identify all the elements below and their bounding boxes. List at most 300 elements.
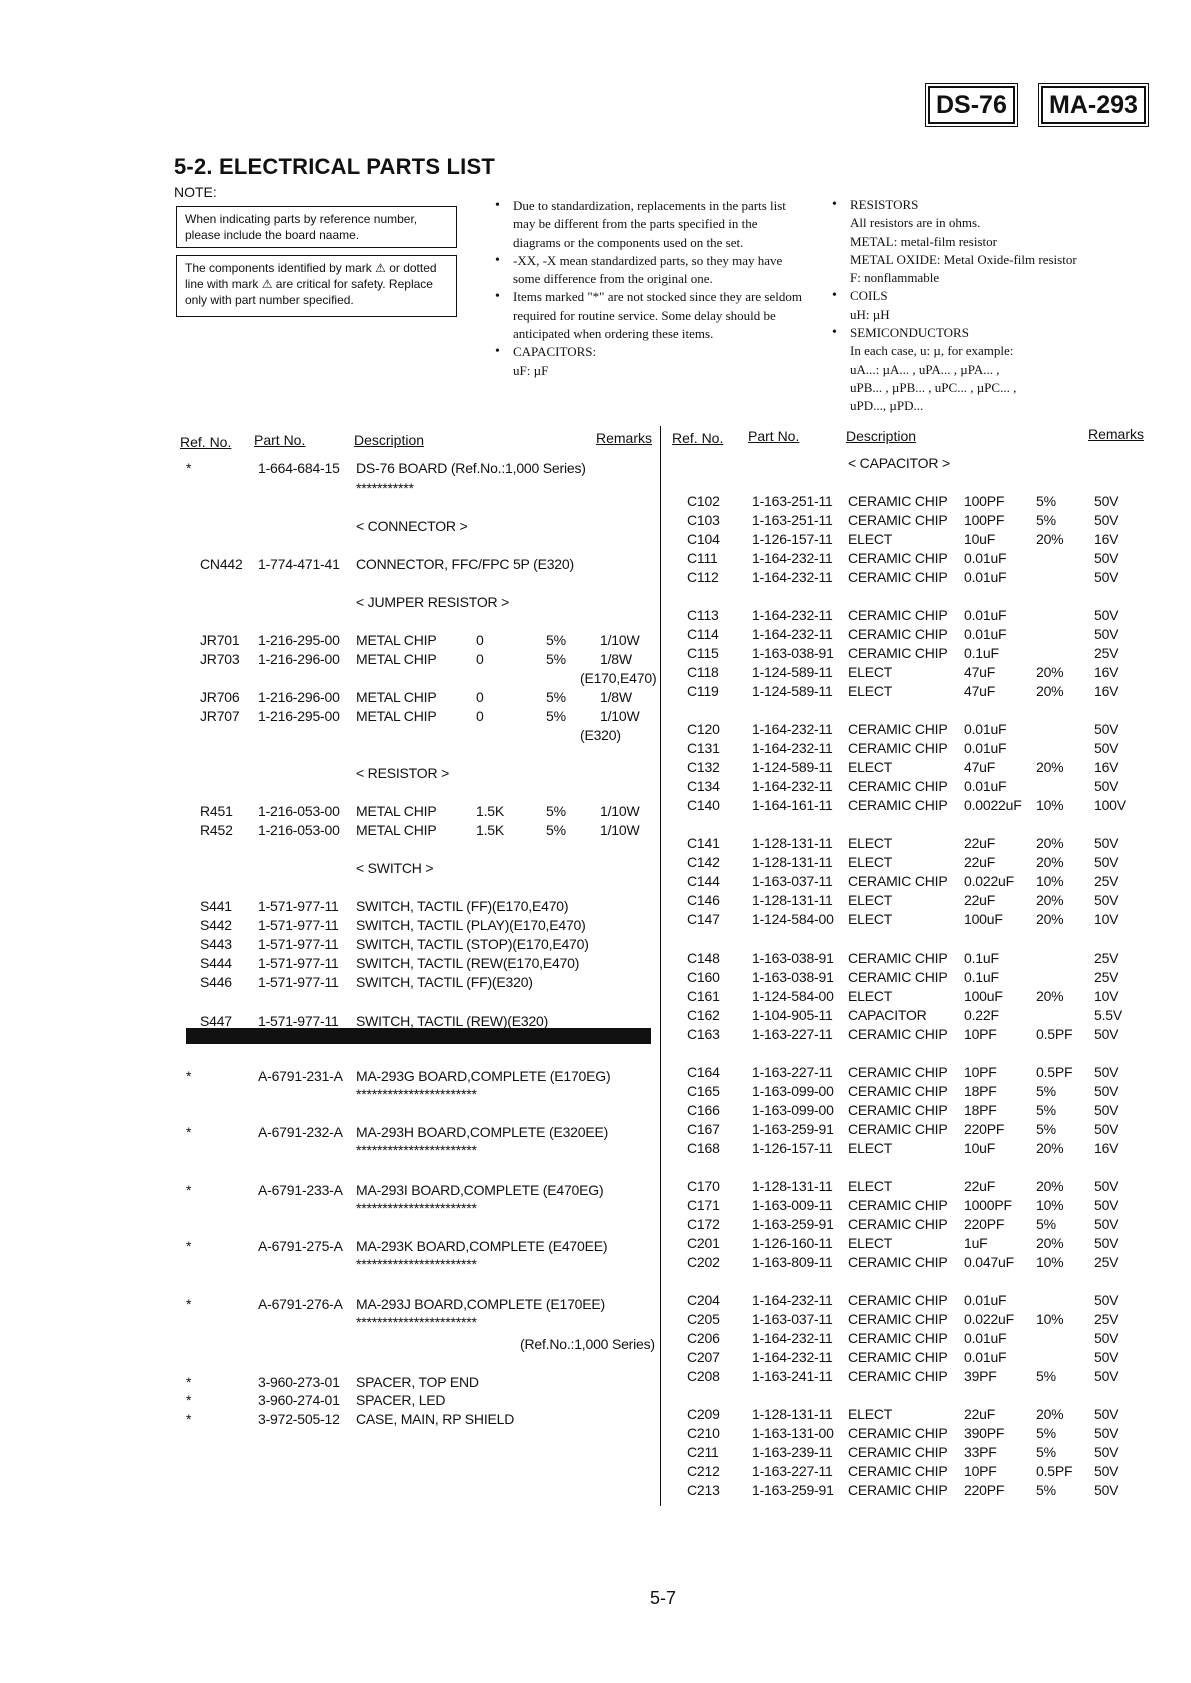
cell-part: 1-126-160-11 [752,1235,833,1251]
note-capacitors: • CAPACITORS: [493,343,803,361]
cell-desc: *********************** [356,1314,477,1330]
cell-part: 1-216-295-00 [258,632,340,648]
cell-ref: C166 [687,1102,720,1118]
cell-desc: ELECT [848,835,893,851]
cell-ref: S446 [200,974,232,990]
cell-part: 1-163-227-11 [752,1064,833,1080]
cell-ref: CN442 [200,556,243,572]
cell-value: 10uF [964,531,996,547]
cell-value: 33PF [964,1444,997,1460]
cell-desc: SWITCH, TACTIL (REW)(E320) [356,1013,549,1029]
cell-ref: C160 [687,969,720,985]
cell-rating: 5.5V [1094,1007,1122,1023]
cell-rating: 1/10W [600,822,640,838]
cell-ref: C202 [687,1254,720,1270]
cell-rating: 1/8W [600,689,632,705]
cell-tolerance: 20% [1036,1235,1064,1251]
cell-tolerance: 0.5PF [1036,1064,1073,1080]
cell-ref: C115 [687,645,719,661]
cell-value: 22uF [964,835,996,851]
cell-rating: 50V [1094,512,1119,528]
column-divider [660,426,661,1506]
cell-desc: CERAMIC CHIP [848,740,948,756]
cell-desc: CONNECTOR, FFC/FPC 5P (E320) [356,556,574,572]
cell-rating: 50V [1094,1368,1119,1384]
cell-desc: METAL CHIP [356,651,437,667]
cell-desc: CERAMIC CHIP [848,1349,948,1365]
cell-value: 0 [476,708,484,724]
cell-part: 1-163-259-91 [752,1216,834,1232]
cell-desc: MA-293J BOARD,COMPLETE (E170EE) [356,1296,605,1312]
cell-tolerance: 10% [1036,797,1064,813]
cell-desc: ELECT [848,759,893,775]
cell-part: 1-163-227-11 [752,1026,833,1042]
cell-value: 1.5K [476,822,504,838]
cell-desc: ELECT [848,1140,893,1156]
cell-desc: SWITCH, TACTIL (STOP)(E170,E470) [356,936,589,952]
cell-rating: 50V [1094,1444,1119,1460]
cell-ref: C148 [687,950,720,966]
cell-desc: SPACER, TOP END [356,1374,479,1390]
cell-desc: ELECT [848,854,893,870]
cell-part: 1-163-227-11 [752,1463,833,1479]
cell-desc: ELECT [848,664,893,680]
note-semis-line: In each case, u: µ, for example: [850,343,1014,359]
cell-desc: MA-293I BOARD,COMPLETE (E470EG) [356,1182,604,1198]
cell-rating: 50V [1094,1178,1119,1194]
note-standardization: • Due to standardization, replacements in the parts list may be different from the parts specified in the diagrams or the components used on the set. [493,197,803,252]
cell-desc: CERAMIC CHIP [848,1121,948,1137]
cell-part: 1-163-259-91 [752,1121,834,1137]
cell-rating: (Ref.No.:1,000 Series) [520,1336,655,1352]
cell-rating: 1/10W [600,803,640,819]
cell-tolerance: 5% [546,708,566,724]
cell-desc: CERAMIC CHIP [848,1254,948,1270]
cell-rating: 1/8W [600,651,632,667]
cell-rating: 25V [1094,950,1119,966]
cell-value: 0.022uF [964,873,1014,889]
note-not-stocked: • Items marked "*" are not stocked since they are seldom required for routine service. Some delay should be anticipated when ordering these items. [493,288,803,343]
cell-desc: SWITCH, TACTIL (FF)(E320) [356,974,533,990]
cell-value: 0.22F [964,1007,999,1023]
cell-rating: 25V [1094,645,1119,661]
cell-mark: * [186,1068,192,1084]
cell-ref: R452 [200,822,233,838]
cell-desc: SWITCH, TACTIL (FF)(E170,E470) [356,898,569,914]
cell-value: 47uF [964,759,996,775]
cell-value: 0.01uF [964,607,1007,623]
cell-rating: 1/10W [600,708,640,724]
cell-part: 1-124-589-11 [752,759,833,775]
cell-part: 1-126-157-11 [752,531,833,547]
note-resistors-line: F: nonflammable [850,270,940,286]
cell-ref: C164 [687,1064,720,1080]
cell-rating: 50V [1094,569,1119,585]
note-capacitors-unit: uF: µF [513,362,549,378]
cell-ref: C208 [687,1368,720,1384]
cell-ref: C162 [687,1007,720,1023]
cell-part: 1-128-131-11 [752,835,833,851]
cell-value: 39PF [964,1368,997,1384]
cell-ref: C140 [687,797,720,813]
cell-tolerance: 5% [546,803,566,819]
cell-mark: * [186,1374,192,1390]
cell-mark: * [186,1182,192,1198]
cell-rating: 50V [1094,1349,1119,1365]
cell-desc: CERAMIC CHIP [848,1444,948,1460]
cell-ref: C114 [687,626,719,642]
cell-part: 1-164-232-11 [752,778,833,794]
cell-desc: DS-76 BOARD (Ref.No.:1,000 Series) [356,460,586,476]
cell-tolerance: 10% [1036,1254,1064,1270]
cell-part: 1-571-977-11 [258,936,339,952]
cell-desc: CERAMIC CHIP [848,1197,948,1213]
cell-tolerance: 20% [1036,854,1064,870]
cell-value: 0.1uF [964,950,999,966]
cell-tolerance: 10% [1036,873,1064,889]
cell-ref: C205 [687,1311,720,1327]
cell-ref: C163 [687,1026,720,1042]
cell-value: 100PF [964,512,1005,528]
cell-desc: *********************** [356,1256,477,1272]
cell-rating: 10V [1094,988,1119,1004]
cell-part: 1-571-977-11 [258,917,339,933]
note-box-reference: When indicating parts by reference number, please include the board naame. [176,206,457,248]
cell-rating: 50V [1094,1292,1119,1308]
cell-part: 1-163-131-00 [752,1425,834,1441]
note-semiconductors: • SEMICONDUCTORS [830,324,1180,342]
cell-tolerance: 5% [1036,1444,1056,1460]
cell-value: 10PF [964,1026,997,1042]
cell-value: 0 [476,651,484,667]
cell-desc: CERAMIC CHIP [848,969,948,985]
cell-ref: R451 [200,803,233,819]
cell-rating: 50V [1094,1463,1119,1479]
cell-ref: C171 [687,1197,720,1213]
cell-part: A-6791-231-A [258,1068,343,1084]
cell-tolerance: 20% [1036,759,1064,775]
cell-value: 10PF [964,1463,997,1479]
cell-part: 1-164-232-11 [752,569,833,585]
cell-mark: * [186,1296,192,1312]
cell-desc: CERAMIC CHIP [848,1311,948,1327]
cell-value: 22uF [964,1406,996,1422]
cell-ref: C132 [687,759,720,775]
right-header-part: Part No. [748,428,800,444]
cell-value: 220PF [964,1121,1005,1137]
cell-part: 3-960-273-01 [258,1374,340,1390]
cell-part: 1-163-099-00 [752,1102,834,1118]
note-coils-line: uH: µH [850,306,890,322]
cell-rating: 16V [1094,759,1119,775]
cell-rating: 16V [1094,664,1119,680]
cell-value: 10PF [964,1064,997,1080]
cell-desc: METAL CHIP [356,803,437,819]
cell-tolerance: 5% [1036,493,1056,509]
cell-desc: < CAPACITOR > [848,455,950,471]
cell-part: 1-571-977-11 [258,898,339,914]
cell-desc: < SWITCH > [356,860,434,876]
cell-desc: < RESISTOR > [356,765,450,781]
cell-value: 220PF [964,1216,1005,1232]
right-header-remarks: Remarks [1088,426,1145,442]
cell-tolerance: 20% [1036,1178,1064,1194]
cell-tolerance: 20% [1036,911,1064,927]
cell-tolerance: 20% [1036,1406,1064,1422]
cell-desc: CERAMIC CHIP [848,1292,948,1308]
note-semis-line: uA...: µA... , uPA... , µPA... , [850,361,1000,377]
cell-part: 1-126-157-11 [752,1140,833,1156]
cell-rating: 50V [1094,493,1119,509]
note-coils: • COILS [830,287,1180,305]
cell-rating: 50V [1094,1102,1119,1118]
cell-rating: 50V [1094,892,1119,908]
cell-tolerance: 5% [546,822,566,838]
cell-rating: 50V [1094,1064,1119,1080]
model-label-ma293: MA-293 [1041,86,1146,124]
cell-desc: CERAMIC CHIP [848,1102,948,1118]
cell-part: 1-571-977-11 [258,1013,339,1029]
model-label-ds76: DS-76 [928,86,1015,124]
cell-ref: S447 [200,1013,232,1029]
page-title: 5-2. ELECTRICAL PARTS LIST [174,154,495,179]
cell-rating: 50V [1094,1216,1119,1232]
cell-ref: C113 [687,607,719,623]
cell-tolerance: 0.5PF [1036,1026,1073,1042]
cell-desc: CERAMIC CHIP [848,550,948,566]
cell-rating: 50V [1094,1330,1119,1346]
cell-value: 0.01uF [964,1349,1007,1365]
cell-ref: C103 [687,512,720,528]
cell-ref: C167 [687,1121,720,1137]
cell-part: 1-163-099-00 [752,1083,834,1099]
cell-value: 22uF [964,854,996,870]
cell-ref: C210 [687,1425,720,1441]
cell-ref: C134 [687,778,720,794]
cell-rating: (E170,E470) [580,670,657,686]
cell-rating: 100V [1094,797,1126,813]
cell-ref: C206 [687,1330,720,1346]
cell-value: 1000PF [964,1197,1012,1213]
cell-value: 0.01uF [964,569,1007,585]
cell-desc: CERAMIC CHIP [848,1216,948,1232]
cell-tolerance: 5% [1036,1083,1056,1099]
cell-part: 1-164-232-11 [752,550,833,566]
cell-rating: 50V [1094,835,1119,851]
cell-desc: CERAMIC CHIP [848,797,948,813]
cell-rating: 50V [1094,721,1119,737]
cell-part: 1-163-038-91 [752,950,834,966]
cell-tolerance: 10% [1036,1197,1064,1213]
cell-desc: CAPACITOR [848,1007,927,1023]
cell-tolerance: 5% [546,632,566,648]
note-resistors-line: METAL: metal-film resistor [850,233,997,249]
cell-rating: 50V [1094,1121,1119,1137]
notes-right [830,196,1180,416]
note-resistors: • RESISTORS [830,196,1180,214]
cell-mark: * [186,1392,192,1408]
cell-part: 1-164-232-11 [752,740,833,756]
cell-desc: CERAMIC CHIP [848,645,948,661]
cell-tolerance: 20% [1036,683,1064,699]
cell-ref: C141 [687,835,720,851]
cell-part: 1-128-131-11 [752,854,833,870]
cell-desc: CERAMIC CHIP [848,1368,948,1384]
cell-value: 100uF [964,988,1003,1004]
cell-desc: CERAMIC CHIP [848,626,948,642]
cell-desc: SWITCH, TACTIL (PLAY)(E170,E470) [356,917,586,933]
cell-desc: *********************** [356,1086,477,1102]
cell-desc: ELECT [848,988,893,1004]
cell-ref: C165 [687,1083,720,1099]
cell-ref: C204 [687,1292,720,1308]
cell-rating: 25V [1094,1311,1119,1327]
left-header-remarks: Remarks [596,430,653,446]
cell-ref: S443 [200,936,232,952]
note-label: NOTE: [174,184,217,200]
cell-value: 220PF [964,1482,1005,1498]
cell-part: 1-124-589-11 [752,683,833,699]
cell-value: 0.01uF [964,740,1007,756]
cell-mark: * [186,1124,192,1140]
cell-part: 1-124-589-11 [752,664,833,680]
cell-ref: C119 [687,683,719,699]
cell-rating: 50V [1094,607,1119,623]
cell-value: 22uF [964,892,996,908]
cell-value: 0 [476,689,484,705]
cell-ref: C212 [687,1463,720,1479]
cell-rating: 16V [1094,683,1119,699]
cell-desc: METAL CHIP [356,689,437,705]
cell-ref: C161 [687,988,720,1004]
cell-value: 47uF [964,664,996,680]
cell-part: 1-163-038-91 [752,969,834,985]
cell-part: A-6791-275-A [258,1238,343,1254]
cell-desc: ELECT [848,531,893,547]
note-box-safety: The components identified by mark ⚠ or dotted line with mark ⚠ are critical for safety. Replace only with part number specified. [176,255,457,317]
cell-mark: * [186,1238,192,1254]
cell-desc: SPACER, LED [356,1392,446,1408]
cell-part: 3-972-505-12 [258,1411,340,1427]
cell-rating: 50V [1094,1083,1119,1099]
cell-tolerance: 5% [1036,1425,1056,1441]
cell-value: 0.1uF [964,969,999,985]
cell-desc: ELECT [848,1178,893,1194]
cell-rating: (E320) [580,727,621,743]
cell-part: 1-128-131-11 [752,892,833,908]
left-header-desc: Description [354,432,425,448]
cell-desc: MA-293G BOARD,COMPLETE (E170EG) [356,1068,611,1084]
cell-desc: < CONNECTOR > [356,518,468,534]
cell-rating: 10V [1094,911,1119,927]
cell-ref: C111 [687,550,718,566]
cell-tolerance: 5% [1036,1368,1056,1384]
cell-part: 1-124-584-00 [752,988,834,1004]
cell-rating: 25V [1094,1254,1119,1270]
cell-part: 1-571-977-11 [258,955,339,971]
cell-part: A-6791-233-A [258,1182,343,1198]
cell-ref: C201 [687,1235,720,1251]
cell-ref: C147 [687,911,720,927]
cell-ref: JR706 [200,689,240,705]
cell-part: 1-163-241-11 [752,1368,833,1384]
cell-part: 1-163-038-91 [752,645,834,661]
cell-desc: CERAMIC CHIP [848,1083,948,1099]
cell-desc: CERAMIC CHIP [848,873,948,889]
cell-desc: CERAMIC CHIP [848,1463,948,1479]
cell-tolerance: 20% [1036,835,1064,851]
cell-rating: 50V [1094,1482,1119,1498]
cell-ref: C168 [687,1140,720,1156]
cell-desc: MA-293K BOARD,COMPLETE (E470EE) [356,1238,608,1254]
cell-tolerance: 20% [1036,1140,1064,1156]
right-header-desc: Description [846,428,917,444]
cell-value: 0.047uF [964,1254,1014,1270]
cell-part: 1-163-239-11 [752,1444,833,1460]
cell-tolerance: 5% [1036,1216,1056,1232]
cell-rating: 50V [1094,1425,1119,1441]
notes-middle [493,197,803,380]
cell-rating: 50V [1094,1406,1119,1422]
section-divider-bar [186,1028,651,1044]
note-suffix: • -XX, -X mean standardized parts, so they may have some difference from the original one. [493,252,803,289]
cell-desc: METAL CHIP [356,632,437,648]
cell-ref: S441 [200,898,232,914]
cell-ref: C170 [687,1178,720,1194]
cell-value: 18PF [964,1102,997,1118]
cell-rating: 50V [1094,854,1119,870]
cell-part: 1-216-053-00 [258,822,340,838]
cell-part: 1-164-232-11 [752,607,833,623]
cell-rating: 50V [1094,740,1119,756]
right-header-ref: Ref. No. [672,430,724,446]
cell-tolerance: 5% [1036,512,1056,528]
cell-tolerance: 0.5PF [1036,1463,1073,1479]
cell-value: 47uF [964,683,996,699]
cell-desc: CERAMIC CHIP [848,721,948,737]
cell-part: 1-128-131-11 [752,1178,833,1194]
left-header-part: Part No. [254,432,306,448]
cell-desc: CERAMIC CHIP [848,1026,948,1042]
cell-part: 3-960-274-01 [258,1392,340,1408]
cell-value: 100uF [964,911,1003,927]
cell-value: 0.0022uF [964,797,1022,813]
cell-part: 1-216-295-00 [258,708,340,724]
cell-tolerance: 5% [1036,1102,1056,1118]
cell-value: 22uF [964,1178,996,1194]
cell-desc: ELECT [848,892,893,908]
cell-tolerance: 5% [546,689,566,705]
cell-ref: C146 [687,892,720,908]
cell-part: 1-128-131-11 [752,1406,833,1422]
cell-value: 0.022uF [964,1311,1014,1327]
cell-tolerance: 20% [1036,892,1064,908]
cell-value: 0 [476,632,484,648]
cell-desc: METAL CHIP [356,822,437,838]
cell-part: 1-774-471-41 [258,556,340,572]
cell-rating: 50V [1094,1235,1119,1251]
cell-tolerance: 10% [1036,1311,1064,1327]
left-header-ref: Ref. No. [180,434,232,450]
cell-desc: CERAMIC CHIP [848,778,948,794]
cell-part: A-6791-232-A [258,1124,343,1140]
cell-desc: ELECT [848,683,893,699]
cell-ref: C131 [687,740,720,756]
cell-desc: CERAMIC CHIP [848,512,948,528]
cell-value: 0.01uF [964,1330,1007,1346]
cell-ref: C209 [687,1406,720,1422]
cell-desc: ELECT [848,1406,893,1422]
